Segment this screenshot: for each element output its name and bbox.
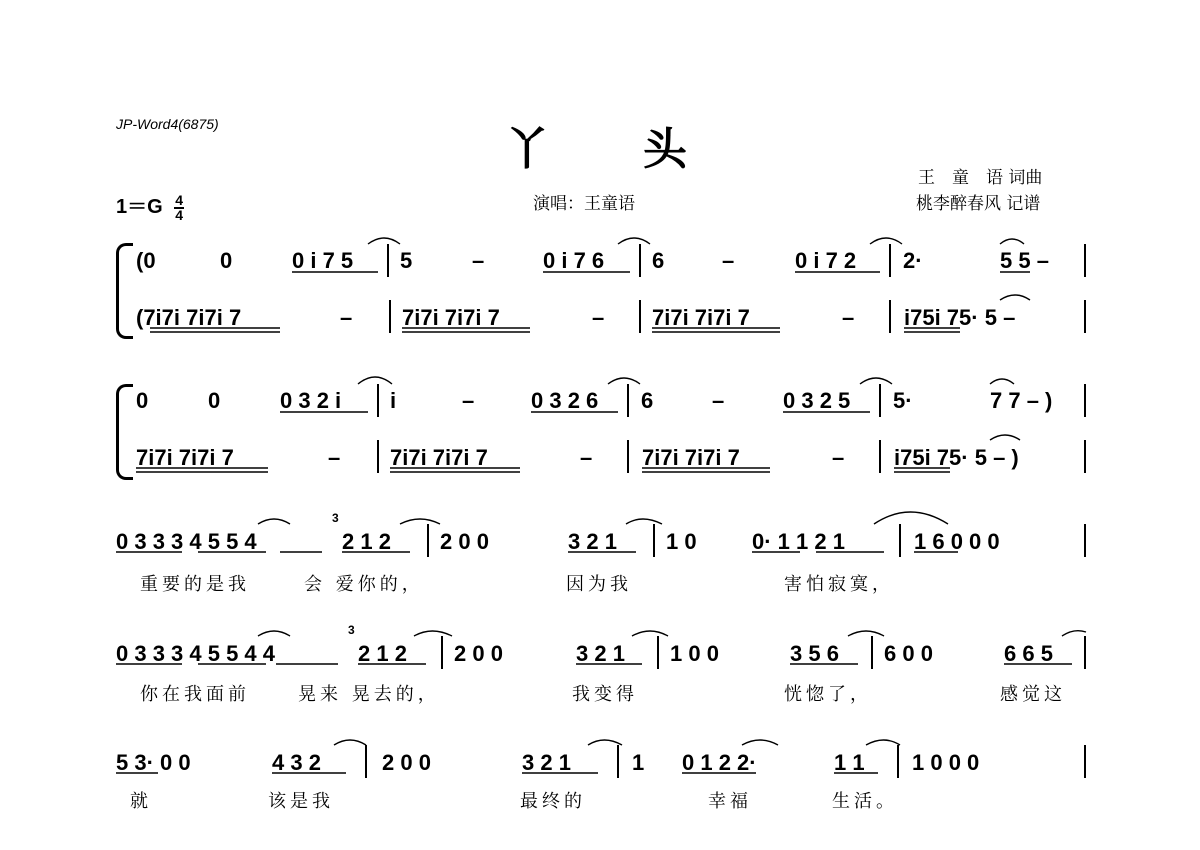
note-group: 6 (652, 248, 665, 273)
lyric: 感觉这 (1000, 684, 1066, 705)
note-group: 1 (632, 750, 645, 775)
note-group: – (592, 305, 605, 330)
note-group: 3 2 1 (576, 641, 625, 666)
note-group: 0 3 2 5 (783, 388, 851, 413)
lyric: 害怕寂寞， (784, 574, 894, 595)
note-group: 7i7i 7i7i 7 (136, 445, 234, 470)
tie (870, 238, 902, 244)
tie (368, 238, 400, 244)
lyric: 生活。 (832, 791, 898, 812)
tie (414, 631, 452, 636)
note-group: 3 2 1 (522, 750, 571, 775)
note-group: – (722, 248, 735, 273)
credit-transcriber: 桃李醉春风 记谱 (916, 194, 1041, 214)
note-group: – (580, 445, 593, 470)
note-group: – (842, 305, 855, 330)
tie (1000, 239, 1024, 244)
singer-label: 演唱：王童语 (533, 194, 635, 214)
lyric: 最终的 (520, 791, 586, 812)
note-group: 6 (641, 388, 654, 413)
note-group: 0· 1 1 2 1 (752, 529, 845, 554)
note-group: 2 0 0 (454, 641, 503, 666)
note-group: i75i 75· 5 – (904, 305, 1016, 330)
note-group: 0 3 3 3 4 5 5 4 (116, 529, 257, 554)
note-group: 2 1 2 (358, 641, 407, 666)
note-group: 4 3 2 (272, 750, 321, 775)
note-group: 1 0 0 0 (912, 750, 980, 775)
lyric: 你在我面前 (140, 684, 250, 705)
tie (258, 631, 290, 636)
note-group: – (472, 248, 485, 273)
tie (258, 519, 290, 524)
tie (990, 435, 1020, 440)
note-group: 0 i 7 5 (292, 248, 354, 273)
time-sig-top: 4 (175, 191, 184, 208)
note-group: i (390, 388, 397, 413)
tie (860, 378, 892, 384)
tie (632, 631, 668, 636)
tie (1000, 295, 1030, 300)
note-group: (7i7i 7i7i 7 (136, 305, 242, 330)
tie (358, 377, 392, 384)
note-group: 1 1 (834, 750, 865, 775)
lyric: 该是我 (268, 791, 334, 812)
note-group: 0 i 7 6 (543, 248, 605, 273)
note-group: i75i 75· 5 – ) (894, 445, 1019, 470)
note-group: 0 (136, 388, 149, 413)
note-group: 6 0 0 (884, 641, 933, 666)
lyric: 幸福 (708, 791, 752, 812)
lyric: 会 爱你的， (304, 574, 424, 595)
lyric: 就 (130, 791, 152, 812)
note-group: 6 6 5 (1004, 641, 1053, 666)
note-group: 7 7 – ) (990, 388, 1053, 413)
time-sig-bottom: 4 (175, 206, 184, 223)
song-title: 丫 头 (505, 124, 689, 175)
tie (334, 740, 366, 745)
note-group: – (712, 388, 725, 413)
note-group: 0 3 2 i (280, 388, 342, 413)
note-group: – (832, 445, 845, 470)
tie (866, 740, 900, 745)
note-group: 5 (400, 248, 413, 273)
note-group: 7i7i 7i7i 7 (402, 305, 500, 330)
note-group: 3 2 1 (568, 529, 617, 554)
note-group: 0 1 2 2· (682, 750, 757, 775)
note-group: 0 i 7 2 (795, 248, 857, 273)
note-group: 0 (220, 248, 233, 273)
tie (1062, 631, 1086, 636)
note-group: 7i7i 7i7i 7 (652, 305, 750, 330)
note-group: 2 0 0 (440, 529, 489, 554)
note-group: 7i7i 7i7i 7 (390, 445, 488, 470)
credit-lyrics: 王 童 语 词曲 (918, 168, 1043, 188)
tie (400, 519, 440, 524)
software-label: JP-Word4(6875) (116, 116, 219, 132)
lyric: 我变得 (572, 684, 638, 705)
tie (608, 378, 640, 384)
note-group: 0 3 2 6 (531, 388, 599, 413)
tie (588, 740, 622, 745)
note-group: – (462, 388, 475, 413)
note-group: 2· (903, 248, 923, 273)
lyric: 因为我 (566, 574, 632, 595)
note-group: 5 3· 0 0 (116, 750, 191, 775)
note-group: 3 5 6 (790, 641, 839, 666)
note-group: 0 (208, 388, 221, 413)
tie (618, 238, 650, 244)
key-text: 1＝G (116, 196, 163, 218)
note-group: (0 (136, 248, 156, 273)
note-group: – (340, 305, 353, 330)
note-group: – (328, 445, 341, 470)
note-group: 0 3 3 3 4 5 5 4 4 (116, 641, 276, 666)
tie (990, 379, 1014, 384)
note-group: 2 0 0 (382, 750, 431, 775)
lyric: 重要的是我 (140, 574, 250, 595)
note-group: 5 5 – (1000, 248, 1049, 273)
note-group: 5· (893, 388, 913, 413)
note-group: 2 1 2 (342, 529, 391, 554)
tie (848, 631, 884, 636)
tie (874, 512, 948, 524)
note-group: 1 0 0 (670, 641, 719, 666)
grace-note: 3 (348, 623, 355, 637)
note-group: 1 6 0 0 0 (914, 529, 1000, 554)
tie (742, 740, 778, 745)
lyric: 晃来 晃去的， (298, 684, 440, 705)
note-group: 7i7i 7i7i 7 (642, 445, 740, 470)
lyric: 恍惚了， (784, 684, 872, 705)
tie (626, 519, 662, 524)
grace-note: 3 (332, 511, 339, 525)
note-group: 1 0 (666, 529, 697, 554)
